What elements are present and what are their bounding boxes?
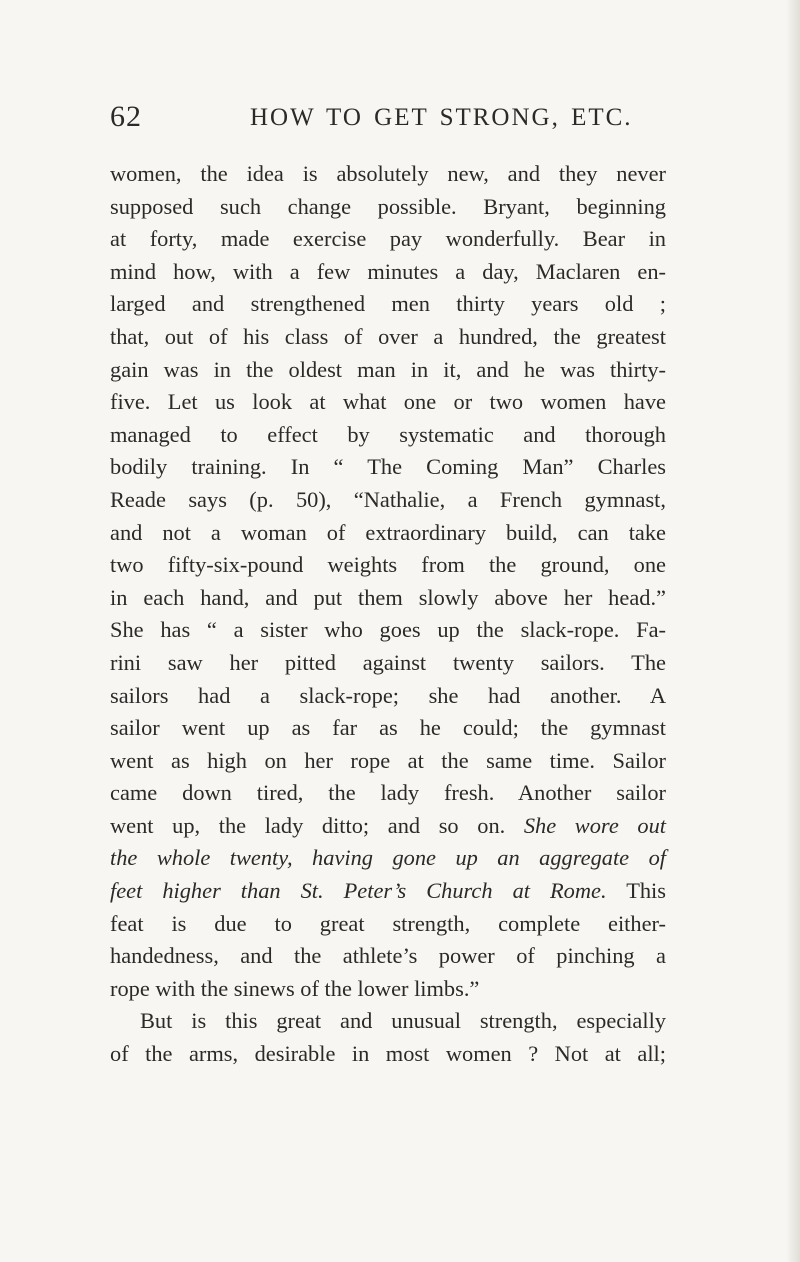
- running-head: HOW TO GET STRONG, ETC.: [250, 104, 633, 131]
- text-line-italic: the whole twenty, having gone up an aggregate of: [110, 845, 666, 871]
- text-line: bodily training. In “ The Coming Man” Charles: [110, 454, 666, 480]
- text-line: of the arms, desirable in most women ? Not at all;: [110, 1041, 666, 1067]
- text-line: Reade says (p. 50), “Nathalie, a French gymnast,: [110, 486, 666, 512]
- text-line: and not a woman of extraordinary build, can take: [110, 519, 666, 545]
- page-header: [110, 100, 670, 140]
- text-line: handedness, and the athlete’s power of pinching a: [110, 943, 666, 969]
- italic-text: feet higher than St. Peter’s Church at Rome.: [110, 878, 607, 904]
- text-line: supposed such change possible. Bryant, beginning: [110, 193, 666, 219]
- text-line: [110, 875, 666, 908]
- text-line: She has “ a sister who goes up the slack-rope. Fa-: [110, 617, 666, 643]
- text-line: feat is due to great strength, complete either-: [110, 910, 666, 936]
- text-line: managed to effect by systematic and thorough: [110, 421, 666, 447]
- text-line: that, out of his class of over a hundred, the greatest: [110, 323, 666, 349]
- text-line: five. Let us look at what one or two women have: [110, 389, 666, 415]
- text-line: But is this great and unusual strength, especially: [140, 1008, 666, 1034]
- text-line: sailors had a slack-rope; she had another. A: [110, 682, 666, 708]
- body-text: [110, 158, 666, 1071]
- text-line: came down tired, the lady fresh. Another sailor: [110, 780, 666, 806]
- text-line: went as high on her rope at the same time. Sailor: [110, 747, 666, 773]
- text-line: in each hand, and put them slowly above her head.”: [110, 584, 666, 610]
- text-line: sailor went up as far as he could; the gymnast: [110, 715, 666, 741]
- text-line: two fifty-six-pound weights from the ground, one: [110, 552, 666, 578]
- page-number: 62: [110, 100, 142, 133]
- text-line: gain was in the oldest man in it, and he was thirty-: [110, 356, 666, 382]
- text-line: rini saw her pitted against twenty sailors. The: [110, 649, 666, 675]
- text-line: women, the idea is absolutely new, and they never: [110, 161, 666, 186]
- text-segment: This: [626, 878, 666, 904]
- page-edge-shadow: [786, 0, 800, 1262]
- text-line: mind how, with a few minutes a day, Maclaren en-: [110, 258, 666, 284]
- text-line: at forty, made exercise pay wonderfully. Bear in: [110, 226, 666, 252]
- text-line: rope with the sinews of the lower limbs.”: [110, 975, 480, 1001]
- text-segment: went up, the lady ditto; and so on.: [110, 812, 506, 838]
- text-line: larged and strengthened men thirty years old ;: [110, 291, 666, 317]
- italic-text: She wore out: [523, 812, 666, 838]
- text-line: [110, 810, 666, 843]
